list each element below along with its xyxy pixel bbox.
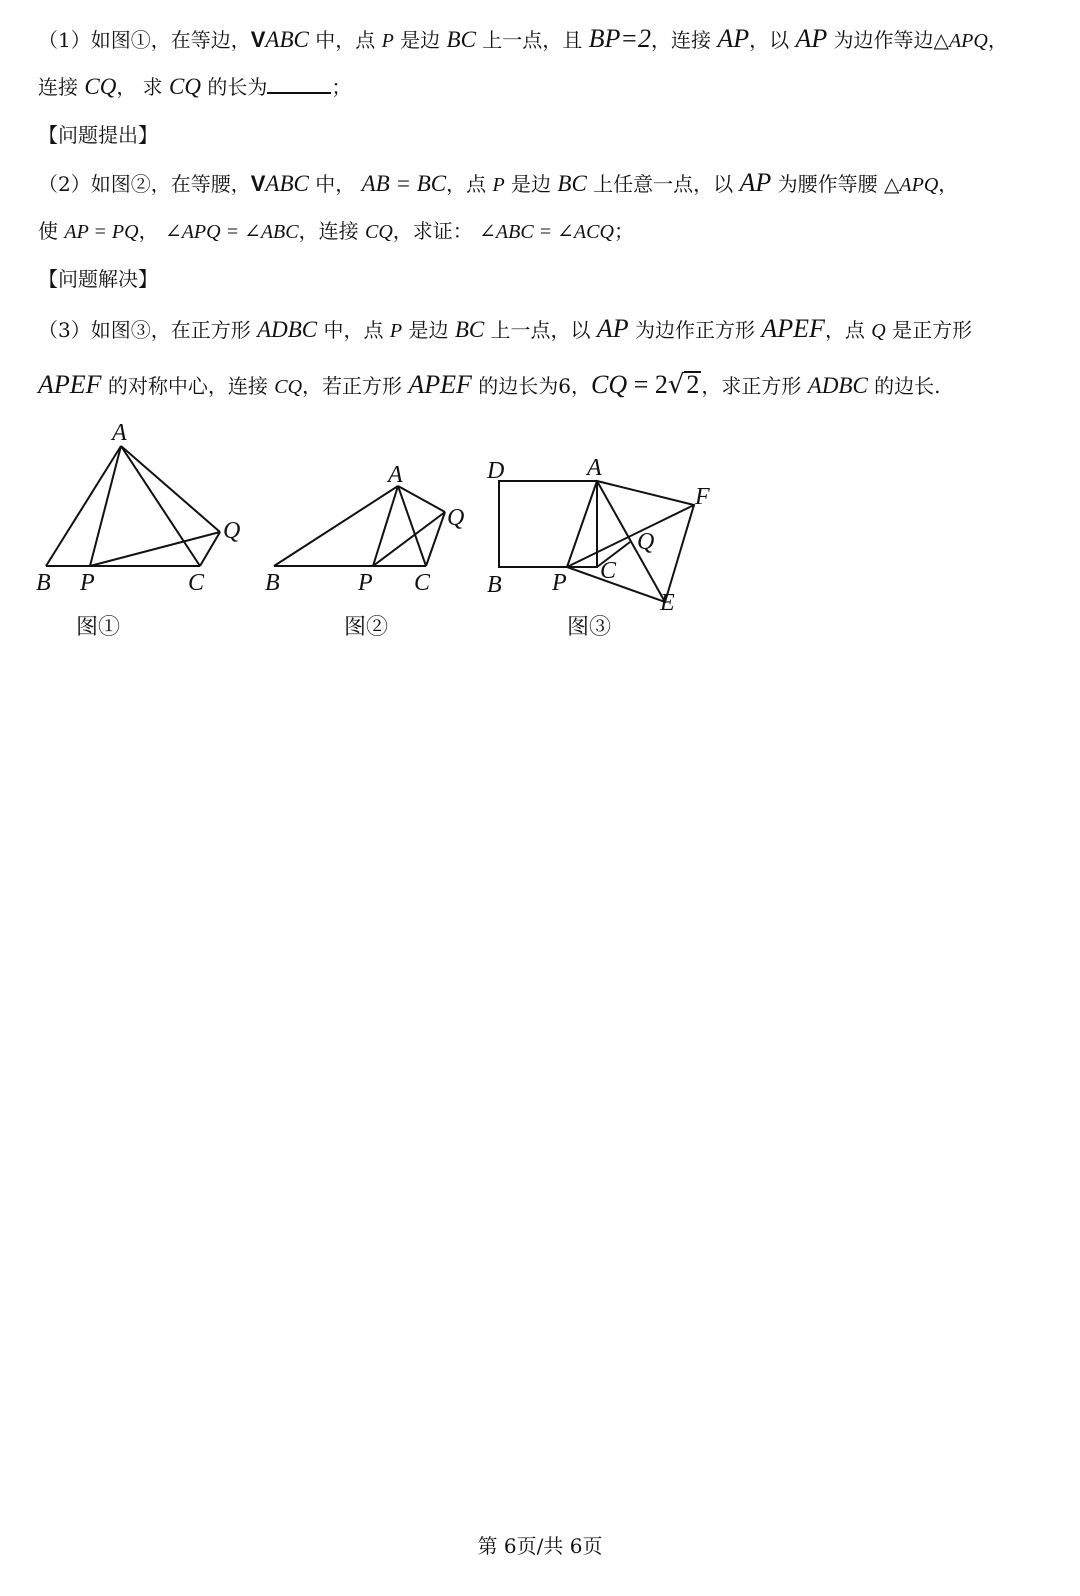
q3-line-1: （3）如图③，在正方形 ADBC 中，点 P 是边 BC 上一点，以 AP 为边作正方形 APEF，点 Q 是正方形 bbox=[38, 314, 973, 343]
fig1-line-ab bbox=[46, 446, 121, 566]
fig1-caption: 图① bbox=[76, 615, 121, 640]
section-heading-problem: 【问题提出】 bbox=[38, 123, 158, 147]
fig1-label-c: C bbox=[188, 570, 205, 596]
fig1-label-q: Q bbox=[223, 518, 241, 544]
fig2-label-q: Q bbox=[447, 505, 465, 531]
fig1-line-pq bbox=[90, 532, 220, 566]
figure-2 bbox=[274, 486, 445, 566]
fig1-label-b: B bbox=[36, 570, 51, 596]
fig3-label-q: Q bbox=[637, 529, 655, 555]
page-footer: 第 6页/共 6页 bbox=[477, 1534, 603, 1558]
q1-line-2: 连接 CQ， 求 CQ 的长为 ； bbox=[38, 74, 352, 99]
fig2-caption: 图② bbox=[344, 615, 389, 640]
fig2-label-p: P bbox=[358, 570, 373, 596]
fig1-label-a: A bbox=[112, 420, 127, 446]
figure-3 bbox=[499, 481, 694, 602]
fig2-line-ac bbox=[398, 486, 426, 566]
fig3-label-f: F bbox=[695, 484, 710, 510]
fig2-line-ab bbox=[274, 486, 398, 566]
fig3-label-b: B bbox=[487, 572, 502, 598]
fig2-label-a: A bbox=[388, 462, 403, 488]
fig2-line-ap bbox=[373, 486, 398, 566]
fig2-label-c: C bbox=[414, 570, 431, 596]
q2-line-1: （2）如图②，在等腰，VABC 中， AB = BC，点 P 是边 BC 上任意一点，以 AP 为腰作等腰 △APQ， bbox=[38, 168, 959, 197]
fig3-label-p: P bbox=[552, 570, 567, 596]
section-heading-solution: 【问题解决】 bbox=[38, 267, 158, 291]
fig1-line-ap bbox=[90, 446, 121, 566]
q1-line-1: （1）如图①，在等边，VABC 中，点 P 是边 BC 上一点，且 BP=2，连接 AP，以 AP 为边作等边△APQ， bbox=[38, 24, 1008, 53]
q3-line-2: APEF 的对称中心，连接 CQ，若正方形 APEF 的边长为6，CQ = 2√2 ，求正方形 ADBC 的边长. bbox=[38, 370, 941, 400]
fig3-caption: 图③ bbox=[567, 615, 612, 640]
q2-line-2: 使 AP = PQ， ∠APQ = ∠ABC，连接 CQ，求证： ∠ABC = ∠ACQ； bbox=[38, 219, 634, 243]
figures bbox=[0, 420, 1080, 650]
triangle-symbol: V bbox=[250, 27, 266, 52]
triangle-symbol: V bbox=[250, 171, 266, 196]
fig3-label-e: E bbox=[660, 590, 675, 616]
fig2-label-b: B bbox=[265, 570, 280, 596]
fig1-label-p: P bbox=[80, 570, 95, 596]
figure-1 bbox=[46, 446, 220, 566]
answer-blank bbox=[267, 72, 331, 94]
fig3-label-c: C bbox=[600, 558, 617, 584]
fig3-label-d: D bbox=[487, 458, 505, 484]
fig1-line-aq bbox=[121, 446, 220, 532]
fig3-label-a: A bbox=[587, 455, 602, 481]
